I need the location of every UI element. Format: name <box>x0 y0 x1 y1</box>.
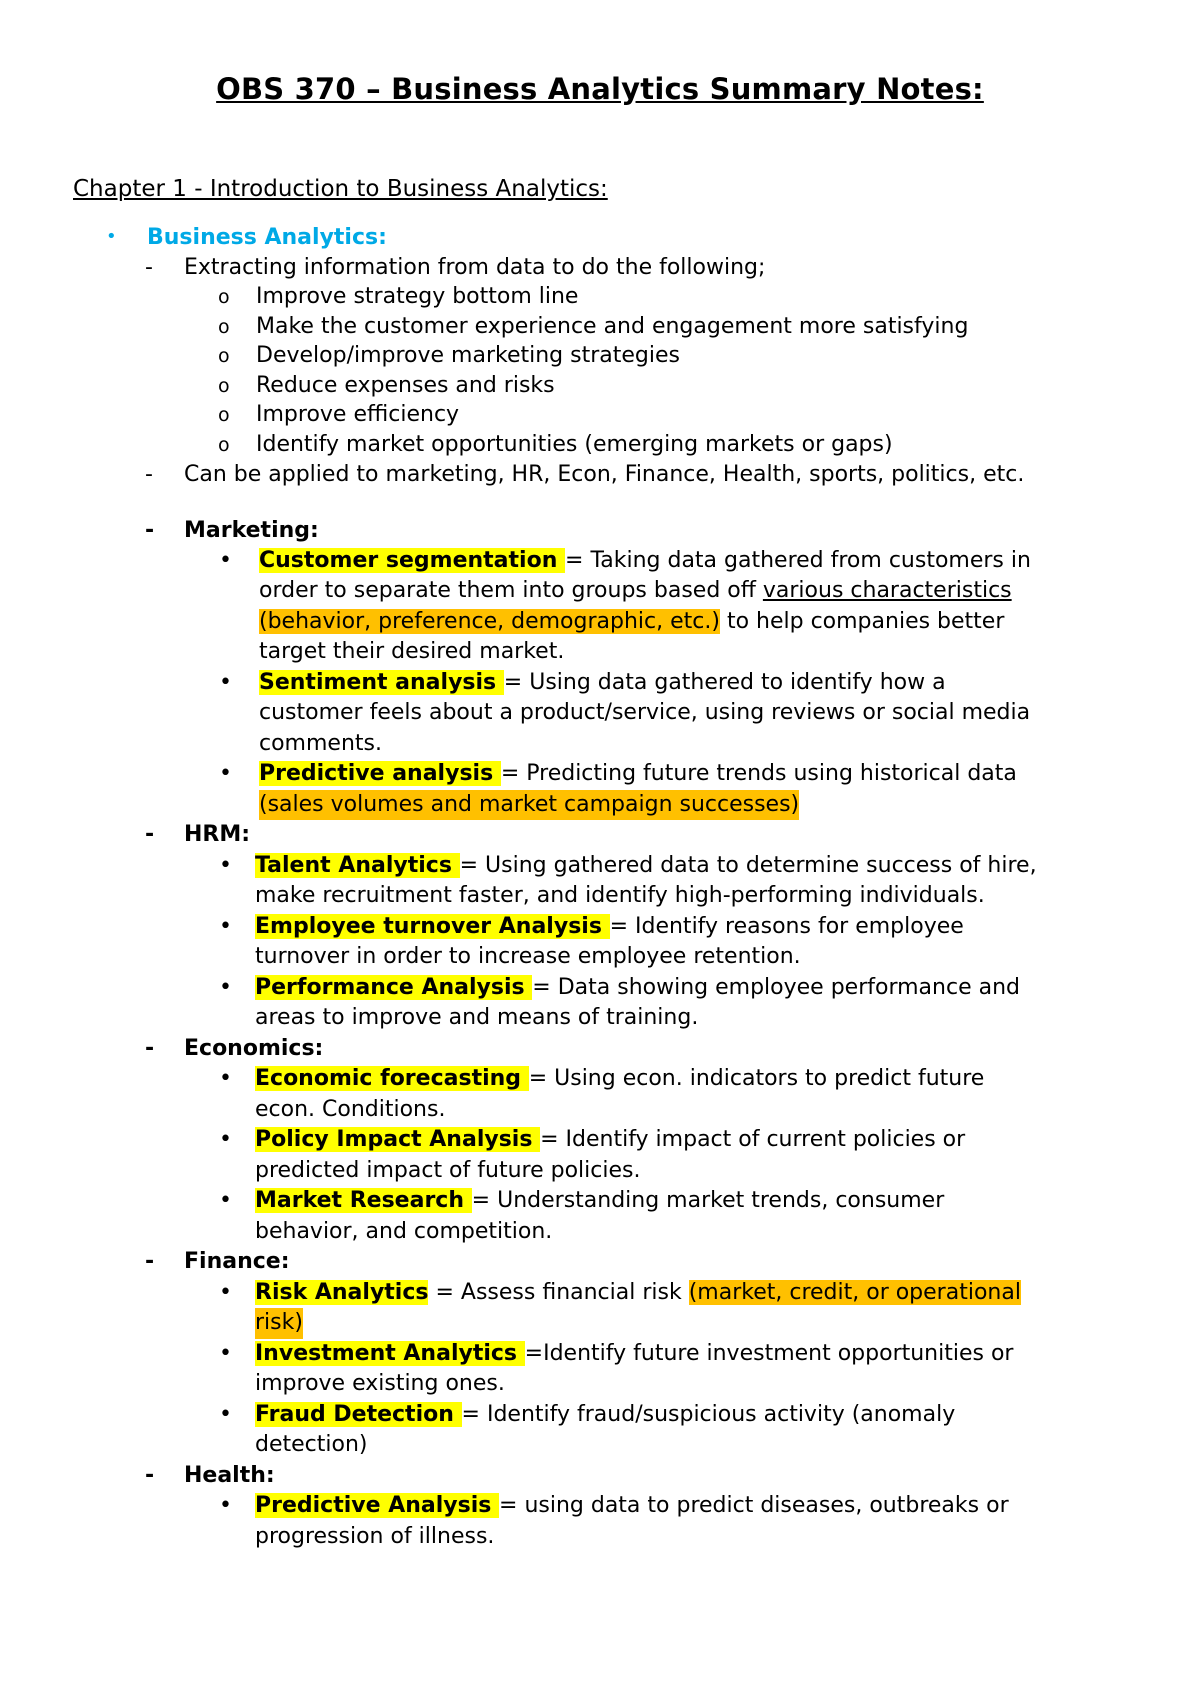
circle-bullet-icon: o <box>218 374 230 397</box>
definition-line <box>0 1095 1200 1126</box>
definition-line <box>0 1217 1200 1248</box>
term: Risk Analytics <box>255 1279 429 1305</box>
chapter-heading: Chapter 1 - Introduction to Business Analytics: <box>73 176 608 202</box>
definition-text: improve existing ones. <box>255 1371 505 1396</box>
section-marketing <box>0 516 1200 546</box>
circle-bullet-icon: o <box>218 286 230 308</box>
term: Employee turnover Analysis <box>255 913 610 939</box>
definition-line <box>0 1522 1200 1553</box>
term: Predictive Analysis <box>255 1493 500 1518</box>
bullet-icon: • <box>219 974 232 1000</box>
definition-item <box>0 1125 1200 1156</box>
dash-bullet-icon: - <box>145 1249 155 1274</box>
highlighted-text: (behavior, preference, demographic, etc.) <box>259 608 720 634</box>
definition-text: = Identify fraud/suspicious activity (anomaly <box>461 1401 956 1427</box>
ba-intro: Extracting information from data to do the following; <box>184 255 766 280</box>
definition-text: customer feels about a product/service, using reviews or social media <box>259 700 1031 725</box>
definition-item <box>0 912 1200 943</box>
blue-bullet-icon: • <box>106 226 117 247</box>
definition-text: = Understanding market trends, consumer <box>471 1188 945 1213</box>
document-body <box>0 223 1200 1552</box>
term: Investment Analytics <box>255 1340 525 1366</box>
dash-bullet-icon: - <box>145 517 155 543</box>
definition-text: behavior, and competition. <box>255 1218 553 1244</box>
ba-item: Improve efficiency <box>256 402 460 427</box>
term: Economic forecasting <box>255 1066 529 1091</box>
definition-text: = Using econ. indicators to predict future <box>528 1066 985 1091</box>
bullet-icon: • <box>219 1340 232 1366</box>
definition-text: target their desired market. <box>259 639 565 664</box>
definition-text: to help companies better <box>719 608 1005 634</box>
definition-item <box>0 1491 1200 1522</box>
definition-text: areas to improve and means of training. <box>255 1005 699 1030</box>
definition-text: turnover in order to increase employee retention. <box>255 944 801 969</box>
ba-heading-row <box>0 223 1200 253</box>
definition-line <box>0 637 1200 668</box>
list-item <box>0 371 1200 401</box>
term: Sentiment analysis <box>259 669 504 695</box>
bullet-icon: • <box>219 547 232 573</box>
definition-text: make recruitment faster, and identify high-performing individuals. <box>255 883 985 908</box>
definition-line <box>0 942 1200 973</box>
bullet-icon: • <box>219 1401 232 1427</box>
definition-line <box>0 1430 1200 1461</box>
dash-bullet-icon: - <box>145 1462 155 1488</box>
dash-bullet-icon: - <box>145 461 153 487</box>
ba-item: Identify market opportunities (emerging markets or gaps) <box>256 431 893 457</box>
section-economics <box>0 1034 1200 1065</box>
definition-line <box>0 881 1200 912</box>
highlighted-text: risk) <box>255 1308 303 1339</box>
definition-text: predicted impact of future policies. <box>255 1157 641 1183</box>
ba-heading: Business Analytics: <box>147 225 387 250</box>
list-item <box>0 253 1200 282</box>
section-heading: Economics: <box>184 1035 324 1061</box>
section-heading: Finance: <box>184 1249 290 1274</box>
list-item <box>0 282 1200 312</box>
bullet-icon: • <box>219 669 232 695</box>
highlighted-text: (sales volumes and market campaign successes) <box>259 790 799 821</box>
definition-text: = Predicting future trends using historical data <box>500 761 1017 786</box>
definition-line <box>0 729 1200 760</box>
term: Talent Analytics <box>255 852 460 878</box>
highlighted-text: (market, credit, or operational <box>688 1279 1021 1305</box>
section-heading: HRM: <box>184 822 251 847</box>
term: Predictive analysis <box>259 761 501 786</box>
definition-text: = Using gathered data to determine success of hire, <box>459 852 1037 878</box>
list-item <box>0 312 1200 342</box>
ba-item: Reduce expenses and risks <box>256 372 555 398</box>
list-item <box>0 460 1200 490</box>
dash-bullet-icon: - <box>145 1035 155 1061</box>
definition-text: = Identify reasons for employee <box>609 913 964 939</box>
section-heading: Marketing: <box>184 517 319 543</box>
list-item <box>0 341 1200 371</box>
ba-applied: Can be applied to marketing, HR, Econ, Finance, Health, sports, politics, etc. <box>184 461 1025 487</box>
section-heading: Health: <box>184 1462 275 1488</box>
ba-item: Make the customer experience and engagement more satisfying <box>256 313 969 339</box>
definition-item <box>0 1400 1200 1431</box>
definition-item <box>0 668 1200 699</box>
term: Customer segmentation <box>259 547 566 573</box>
definition-text: =Identify future investment opportunities or <box>524 1340 1014 1366</box>
bullet-icon: • <box>219 913 232 939</box>
bullet-icon: • <box>219 1279 232 1305</box>
definition-item <box>0 851 1200 882</box>
definition-text: detection) <box>255 1432 368 1457</box>
bullet-icon: • <box>219 1066 232 1091</box>
section-hrm <box>0 820 1200 851</box>
list-item <box>0 430 1200 460</box>
definition-item <box>0 759 1200 790</box>
definition-text: = Data showing employee performance and <box>532 974 1020 1000</box>
definition-item <box>0 973 1200 1004</box>
bullet-icon: • <box>219 1188 232 1213</box>
term: Policy Impact Analysis <box>255 1127 541 1152</box>
definition-item <box>0 1278 1200 1309</box>
definition-text: order to separate them into groups based off <box>259 578 763 603</box>
definition-line <box>0 576 1200 607</box>
definition-item <box>0 1339 1200 1370</box>
definition-text: = Taking data gathered from customers in <box>565 547 1031 573</box>
document-title: OBS 370 – Business Analytics Summary Notes: <box>216 72 984 106</box>
term: Performance Analysis <box>255 974 533 1000</box>
definition-line <box>0 698 1200 729</box>
definition-line <box>0 1369 1200 1400</box>
circle-bullet-icon: o <box>218 315 230 338</box>
definition-line <box>0 790 1200 821</box>
bullet-icon: • <box>219 1127 232 1152</box>
definition-item <box>0 546 1200 577</box>
definition-line <box>0 607 1200 638</box>
dash-bullet-icon: - <box>145 255 153 280</box>
definition-text: = Using data gathered to identify how a <box>503 669 946 695</box>
circle-bullet-icon: o <box>218 433 230 456</box>
dash-bullet-icon: - <box>145 822 155 847</box>
definition-text: comments. <box>259 730 382 756</box>
definition-line <box>0 1156 1200 1187</box>
bullet-icon: • <box>219 761 232 786</box>
list-item <box>0 400 1200 430</box>
term: Market Research <box>255 1188 472 1213</box>
circle-bullet-icon: o <box>218 345 230 367</box>
bullet-icon: • <box>219 1493 232 1518</box>
ba-item: Improve strategy bottom line <box>256 284 579 309</box>
definition-text: = using data to predict diseases, outbreaks or <box>499 1493 1009 1518</box>
definition-text: progression of illness. <box>255 1523 495 1549</box>
definition-item <box>0 1186 1200 1217</box>
bullet-icon: • <box>219 852 232 878</box>
underlined-text: various characteristics <box>762 578 1012 603</box>
circle-bullet-icon: o <box>218 404 230 426</box>
definition-text: = Identify impact of current policies or <box>540 1127 966 1152</box>
section-health <box>0 1461 1200 1492</box>
section-finance <box>0 1247 1200 1278</box>
definition-text: = Assess financial risk <box>428 1279 689 1305</box>
definition-item <box>0 1064 1200 1095</box>
definition-line <box>0 1003 1200 1034</box>
definition-line <box>0 1308 1200 1339</box>
ba-item: Develop/improve marketing strategies <box>256 343 680 368</box>
term: Fraud Detection <box>255 1401 462 1427</box>
definition-text: econ. Conditions. <box>255 1096 446 1122</box>
